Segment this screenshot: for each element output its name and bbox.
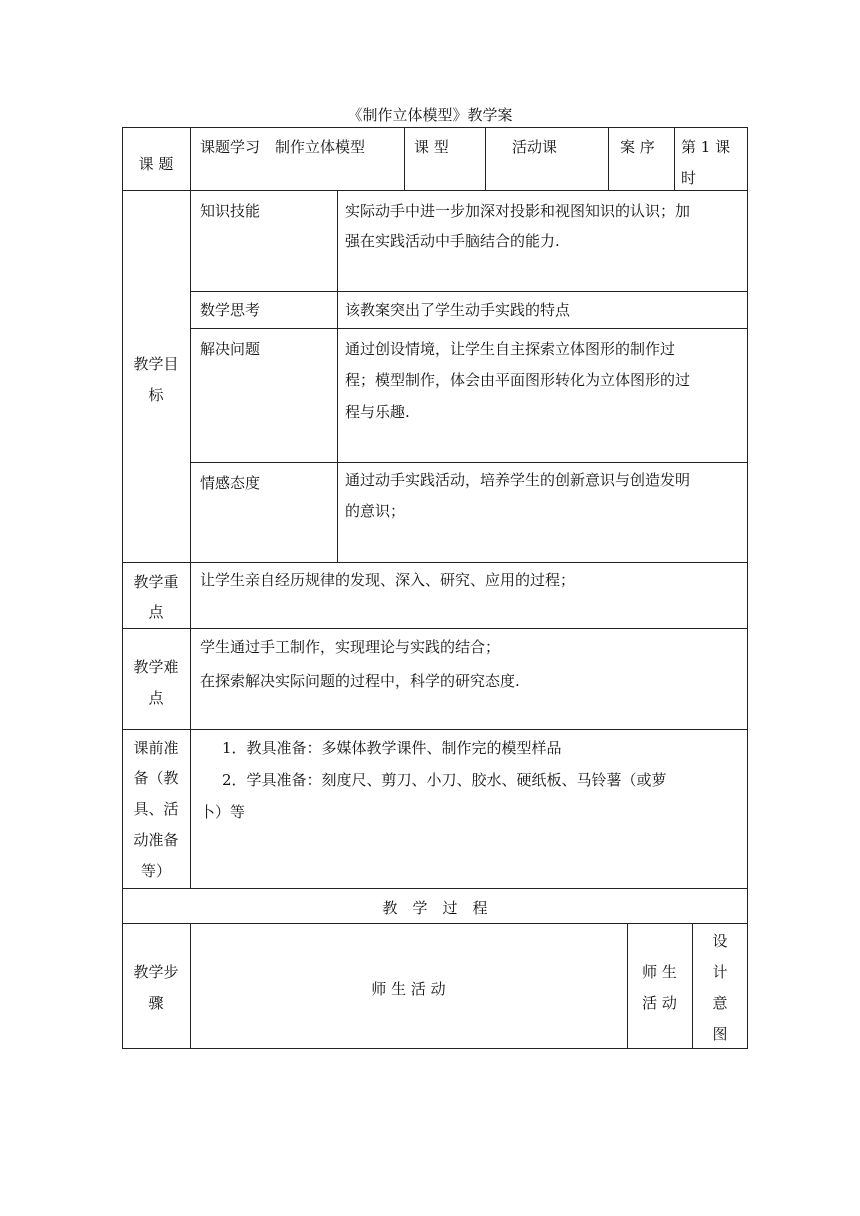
row-divider — [122, 888, 748, 889]
table-border-bottom — [122, 1048, 748, 1049]
design-intent-label: 设 — [712, 932, 728, 950]
col-divider — [337, 190, 338, 562]
topic-value: 课题学习 制作立体模型 — [200, 138, 366, 156]
row-divider — [190, 291, 337, 292]
objective-row-label: 情感态度 — [200, 474, 261, 492]
objective-row-label: 数学思考 — [200, 301, 261, 319]
preparation-text: 卜）等 — [200, 803, 246, 821]
row-divider — [122, 729, 748, 730]
type-value: 活动课 — [512, 138, 558, 156]
preparation-label: 备（教 — [133, 769, 179, 787]
objective-row-text: 通过创设情境，让学生自主探索立体图形的制作过 — [345, 340, 676, 358]
key-points-text: 让学生亲自经历规律的发现、深入、研究、应用的过程； — [200, 571, 576, 589]
objective-row-text: 程与乐趣. — [345, 403, 410, 421]
preparation-label: 课前准 — [133, 739, 179, 757]
design-intent-label: 计 — [712, 963, 728, 981]
objective-row-label: 知识技能 — [200, 202, 261, 220]
design-intent-label: 图 — [712, 1025, 728, 1043]
teacher-student-activity-label: 师 生 — [642, 963, 677, 981]
col-divider — [608, 127, 609, 190]
teacher-student-activity-label-cont: 活 动 — [642, 994, 677, 1012]
order-value: 第 1 课 — [681, 138, 731, 156]
key-points-label-cont: 点 — [148, 603, 164, 621]
difficulties-text: 在探索解决实际问题的过程中，科学的研究态度. — [200, 672, 520, 690]
key-points-label: 教学重 — [133, 573, 179, 591]
difficulties-label-cont: 点 — [148, 689, 164, 707]
order-label: 案 序 — [620, 138, 655, 156]
type-label: 课 型 — [414, 138, 449, 156]
activity-label: 师 生 活 动 — [371, 980, 446, 998]
row-divider — [122, 190, 748, 191]
col-divider — [674, 127, 675, 190]
objective-row-label: 解决问题 — [200, 340, 261, 358]
preparation-label: 动准备 — [133, 831, 179, 849]
row-divider — [190, 328, 748, 329]
step-label-cont: 骤 — [148, 994, 164, 1012]
col-divider — [190, 127, 191, 888]
row-divider — [122, 628, 748, 629]
lesson-plan-table — [122, 127, 748, 1049]
preparation-label: 等） — [140, 862, 171, 880]
row-divider — [337, 291, 748, 292]
difficulties-label: 教学难 — [133, 658, 179, 676]
col-divider — [485, 127, 486, 190]
process-heading: 教 学 过 程 — [382, 899, 488, 917]
step-label: 教学步 — [133, 963, 179, 981]
page-title: 《制作立体模型》教学案 — [347, 106, 513, 124]
objective-row-text: 实际动手中进一步加深对投影和视图知识的认识；加 — [345, 202, 691, 220]
order-value-cont: 时 — [681, 169, 697, 187]
objective-row-text: 通过动手实践活动，培养学生的创新意识与创造发明 — [345, 471, 691, 489]
objectives-label-cont: 标 — [148, 386, 164, 404]
objective-row-text: 强在实践活动中手脑结合的能力. — [345, 232, 560, 250]
objective-row-text: 的意识； — [345, 502, 406, 520]
preparation-text: 2．学具准备：刻度尺、剪刀、小刀、胶水、硬纸板、马铃薯（或萝 — [222, 771, 667, 789]
objective-row-text: 程；模型制作，体会由平面图形转化为立体图形的过 — [345, 371, 691, 389]
preparation-text: 1．教具准备：多媒体教学课件、制作完的模型样品 — [222, 739, 562, 757]
table-border-top — [122, 127, 748, 128]
design-intent-label: 意 — [712, 994, 728, 1012]
topic-label: 课 题 — [138, 155, 174, 173]
preparation-label: 具、活 — [133, 800, 179, 818]
objective-row-text: 该教案突出了学生动手实践的特点 — [345, 301, 571, 319]
difficulties-text: 学生通过手工制作，实现理论与实践的结合； — [200, 638, 501, 656]
objectives-label: 教学目 — [133, 355, 179, 373]
